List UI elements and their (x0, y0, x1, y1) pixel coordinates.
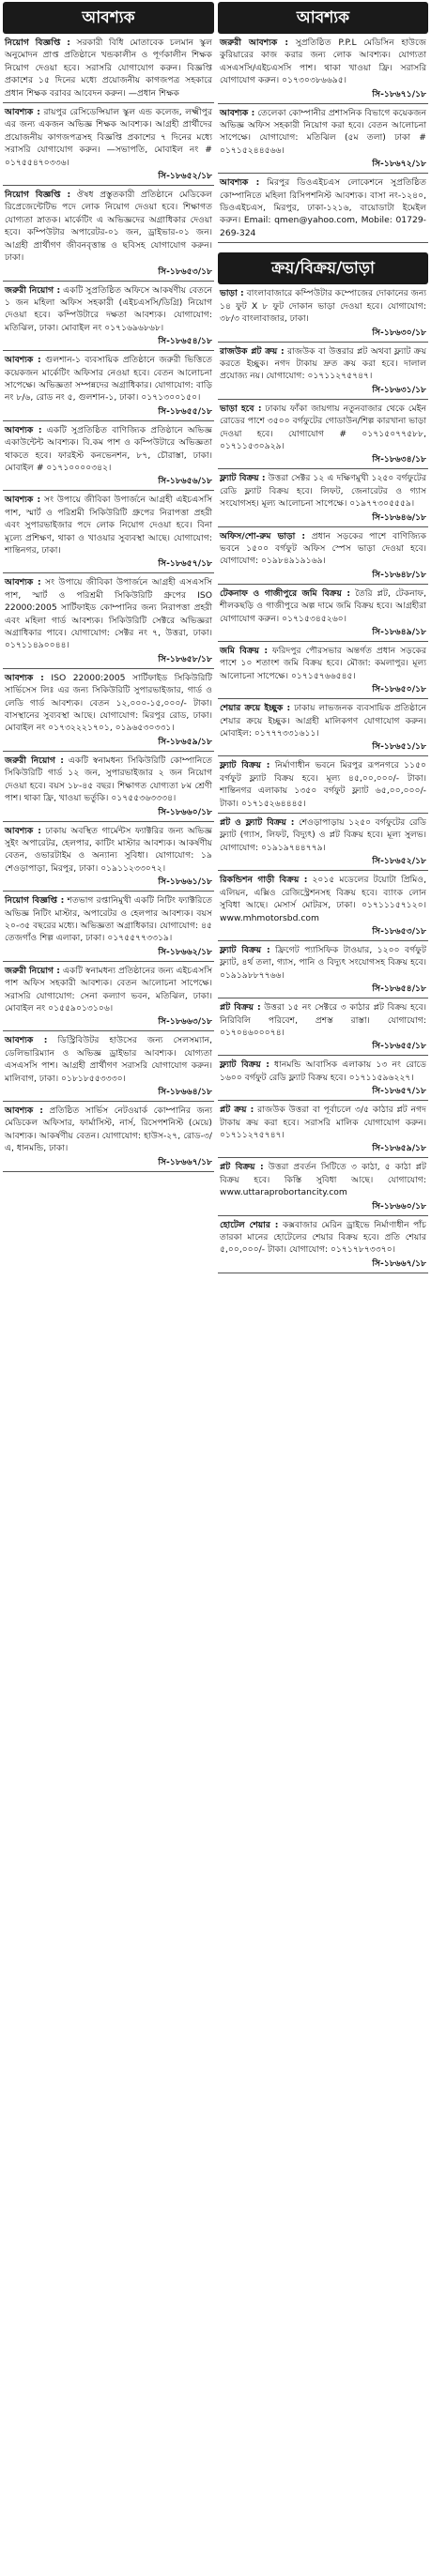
ad-reference-code: সি-১৮৬৬৩/১৮ (158, 1016, 212, 1028)
ad-body (220, 403, 426, 453)
ad-text: রাজউক বা উত্তরার প্লট অথবা ফ্ল্যাট ক্রয় করতে ইচ্ছুক। নগদ টাকায় দ্রুত ক্রয় করা হবে। দালাল প্রযোজ্য নয়। যোগাযোগ: ০১৭১১২৭৫৭৪৭। (220, 345, 426, 382)
ad-lead: আবশ্যক : (5, 424, 42, 435)
ad-body (220, 874, 426, 924)
ad-lead: আবশ্যক : (5, 1035, 48, 1046)
ad-body (220, 1104, 426, 1141)
ad-text: গুলশান-১ ব্যবসায়িক প্রতিষ্ঠানে জরুরী ভিত্তিতে কয়েকজন মার্কেটিং অফিসার নেওয়া হবে। বেতন আলোচনা সাপেক্ষে। অভিজ্ঞতা সম্পন্নদের অগ্রাধিকার। যোগাযোগ: বাড়ি নং ৮/৬, রোড নং ৫, গুলশান-১, ঢাকা। ০১৭১৩০০১৫০। (5, 355, 213, 404)
ad-text: ঔষধ প্রস্তুতকারী প্রতিষ্ঠানে মেডিকেল রিপ্রেজেন্টেটিভ পদে লোক নিয়োগ দেওয়া হবে। শিক্ষাগত যোগ্যতা স্নাতক। মার্কেটিং এ অভিজ্ঞদের অগ্রাধিকার দেওয়া হবে। কম্পিউটার অপারেটর-০১ জন, ড্রাইভার-০১ জন। আগ্রহী প্রার্থীগণ জীবনবৃত্তান্ত ও ছবিসহ যোগাযোগ করুন। ঢাকা। (5, 190, 212, 264)
ad-body (5, 189, 212, 264)
classified-ad (3, 822, 214, 892)
ad-lead: রাজউক প্লট ক্রয় : (220, 345, 285, 357)
ad-text: ২০১৫ মডেলের টয়োটা প্রিমিও, এলিয়ন, এক্সিও রেজিস্ট্রেশনসহ বিক্রয় হবে। ব্যাংক লোন সুবিধা আছে। মেসার্স মোটরস, ঢাকা। ০১৭১১১৫৭১২০। www.mhmotorsbd.com (220, 875, 426, 923)
classified-ad (3, 34, 214, 103)
ad-reference-code: সি-১৮৬৪৬/১৮ (372, 511, 426, 523)
classified-ad (218, 527, 428, 585)
ad-body (220, 530, 426, 568)
ad-body (5, 1034, 212, 1085)
left-ads-list (3, 34, 214, 1172)
ad-body (5, 106, 212, 169)
classified-ad (218, 642, 428, 699)
ad-lead: প্লট ও ফ্ল্যাট বিক্রয় : (220, 817, 295, 829)
ad-text: প্রধান সড়কের পাশে বাণিজ্যিক ভবনে ১৫০০ বর্গফুট অফিস স্পেস ভাড়া দেওয়া হবে। যোগাযোগ: ০১৯৮৪৯১৯১৬৯। (220, 530, 427, 567)
ad-body (5, 37, 212, 99)
ad-text: রাজউক উত্তরা বা পূর্বাচলে ৩/৫ কাঠার প্লট নগদ টাকায় ক্রয় করা হবে। সরাসরি মালিক যোগাযোগ করুন। ০১৭১১২৭৫৭৪৭। (220, 1105, 427, 1140)
classified-ad (218, 699, 428, 756)
ad-body (5, 894, 212, 945)
ad-lead: অফিস/শো-রুম ভাড়া : (220, 530, 306, 541)
classified-ad (3, 1102, 214, 1172)
ad-lead: ফ্ল্যাট বিক্রয় : (220, 1059, 269, 1071)
ad-reference-code: সি-১৮৬৫৯/১৮ (372, 1143, 426, 1154)
ad-text: সুপ্রতিষ্ঠিত P.P.L মেডিসিন হাউজে কুরিয়ারের কাজ করার জন্য লোক আবশ্যক। যোগ্যতা এসএসসি/এইচএসসি পাশ। থাকা খাওয়া ফ্রি। সরাসরি যোগাযোগ করুন। ০১৭৩০৩৮৬৬৯৫। (220, 38, 427, 86)
classified-ad (3, 752, 214, 822)
ad-lead: আবশ্যক : (5, 355, 41, 366)
ad-body (220, 759, 426, 810)
ad-lead: ফ্ল্যাট বিক্রয় : (220, 760, 270, 771)
ad-text: উত্তরা প্রবর্তন সিটিতে ৩ কাঠা, ৫ কাঠা প্লট বিক্রয় হবে। কিস্তি সুবিধা আছে। যোগাযোগ: www.uttaraprobortancity.com (220, 1162, 427, 1198)
ad-reference-code: সি-১৮৬৫৯/১৮ (158, 736, 212, 747)
ad-body (220, 1219, 426, 1257)
ad-text: মিরপুর ডিওএইচএস লোকেশনে সুপ্রতিষ্ঠিত কোম্পানিতে মহিলা রিসিপশনিস্ট আবশ্যক। বাসা নং-১২৪০, ডিওএইচএস, মিরপুর, ঢাকা-১২১৬, বায়োডাটা ইমেইল করুন। Email: qmen@yahoo.com, Mobile: 01729-269-324 (220, 177, 427, 238)
classified-ad (3, 892, 214, 962)
ad-reference-code: সি-১৮৬৬৭/১৮ (372, 1258, 426, 1269)
ad-reference-code: সি-১৮৬৫৪/১৮ (158, 336, 212, 347)
sale-ads-list (218, 284, 428, 1273)
ad-body (220, 37, 426, 87)
classified-ad (218, 941, 428, 998)
classified-ad (218, 104, 428, 175)
ad-reference-code: সি-১৮৬৫১/১৮ (372, 741, 426, 753)
classified-ad (218, 174, 428, 243)
ad-reference-code: সি-১৮৬৩০/১৮ (372, 327, 426, 338)
ad-lead: আবশ্যক : (5, 107, 40, 118)
classified-ad (3, 1031, 214, 1102)
ad-text: নির্মাণাধীন ভবনে মিরপুর রূপনগরে ১১৫০ বর্গফুট ফ্ল্যাট বিক্রয় হবে। মূল্য ৪৫,০০,০০০/- টাকা। শান্তিনগর এলাকায় ১৩৫০ বর্গফুট ফ্ল্যাট ৬৫,০০,০০০/- টাকা। ০১৭১৫২৬৪৪৪৫। (220, 760, 426, 809)
classified-ad (218, 34, 428, 104)
ad-reference-code: সি-১৮৬৫৭/১৮ (372, 1086, 426, 1097)
ad-lead: আবশ্যক : (5, 577, 41, 588)
ad-lead: আবশ্যক : (220, 107, 255, 118)
classified-ad (3, 669, 214, 752)
ad-text: সরকারী বিধি মোতাবেক চলমান স্কুল অনুমোদন প্রাপ্ত প্রতিষ্ঠানে খন্ডকালীন ও পূর্ণকালীন শিক্ষক নিয়োগ দেওয়া হবে। সরাসরি যোগাযোগ করুন। বিজ্ঞপ্তি প্রকাশের ১৫ দিনের মধ্যে প্রয়োজনীয় কাগজপত্র সহকারে প্রধান শিক্ষক বরাবর আবেদন করুন। —প্রধান শিক্ষক (5, 38, 212, 99)
ad-body (220, 702, 426, 739)
classified-ad (218, 585, 428, 642)
ad-text: একটি স্বনামধন্য সিকিউরিটি কোম্পানিতে সিকিউরিটি গার্ড ১২ জন, সুপারভাইজার ২ জন নিয়োগ দেওয়া হবে। বয়স ১৮-৪৫ বছর। শিক্ষাগত যোগ্যতা ৮ম শ্রেণী পাশ। থাকা ফ্রি, খাওয়া ভর্তুকি। ০১৭৫৫৩৬৩৩৩৪। (5, 755, 212, 804)
section-header-abosshok: আবশ্যক (3, 2, 214, 34)
ad-lead: টেকনাফ ও গাজীপুরে জমি বিক্রয় : (220, 587, 351, 599)
ad-lead: প্লট বিক্রয় : (220, 1162, 264, 1173)
ad-body (220, 1161, 426, 1198)
ad-lead: জরুরী নিয়োগ : (5, 755, 64, 766)
ad-text: কক্সবাজার মেরিন ড্রাইভে নির্মাণাধীন পাঁচ তারকা মানের হোটেলের শেয়ার বিক্রয় হবে। প্রতি শেয়ার ৫,০০,০০০/- টাকা। যোগাযোগ: ০১৭১৭৮৭৩৩৭০। (220, 1219, 426, 1256)
ad-body (220, 472, 426, 510)
ad-reference-code: সি-১৮৬৩১/১৮ (372, 384, 426, 395)
ad-text: ফরিদপুর পৌরসভার অন্তর্গত প্রধান সড়কের পাশে ১০ শতাংশ জমি বিক্রয় হবে। মৌজা: কমলাপুর। মূল্য আলোচনা সাপেক্ষে। ০১৭১৫৭৬৬৫৪৫। (220, 646, 427, 681)
ad-reference-code: সি-১৮৬৫২/১৮ (158, 171, 212, 182)
ad-reference-code: সি-১৮৬৪৯/১৮ (372, 627, 426, 637)
ad-reference-code: সি-১৮৬৬১/১৮ (158, 876, 212, 888)
ad-body (220, 1059, 426, 1084)
ad-lead: জরুরী নিয়োগ : (5, 965, 60, 976)
classified-ad (218, 1216, 428, 1273)
ad-text: শতভাগ রপ্তানিমুখী একটি নিটিং ফ্যাক্টরিতে অভিজ্ঞ নিটিং মাস্টার, অপারেটর ও হেলপার আবশ্যক। বয়স ২০-৩৫ বছরের মধ্যে। অভিজ্ঞতা অগ্রাধিকার। যোগাযোগ: ৪৫ তেজগাঁও শিল্প এলাকা, ঢাকা। ০১৭৫৫৭৭৩৩১৯। (5, 895, 212, 944)
ad-text: ঢাকায় অবস্থিত গার্মেন্টস ফ্যাক্টরির জন্য অভিজ্ঞ সুইং অপারেটর, হেলপার, কাটিং মাস্টার আবশ্যক। আকর্ষণীয় বেতন, ওভারটাইম ও অন্যান্য সুবিধা। যোগাযোগ: ১৯ শেওড়াপাড়া, মিরপুর, ঢাকা। ০১৯১১২৩৩০৭২। (5, 825, 213, 874)
ad-lead: রিকন্ডিশন গাড়ী বিক্রয় : (220, 875, 308, 886)
ad-body (5, 825, 212, 876)
classified-ad (218, 469, 428, 526)
ad-text: তৈরি প্লট, টেকনাফ, শীলকছড়ি ও গাজীপুরে অল্প দামে জমি বিক্রয় হবে। আগ্রহীরা যোগাযোগ করুন। ০১৭১৫৩৪৫২৬০। (220, 587, 427, 624)
ad-body (220, 944, 426, 982)
ad-lead: নিয়োগ বিজ্ঞপ্তি : (5, 190, 71, 201)
ad-reference-code: সি-১৮৬৩৪/১৮ (372, 454, 426, 465)
classified-ad (218, 998, 428, 1056)
ad-reference-code: সি-১৮৬৫০/১৮ (372, 684, 426, 695)
right-ads-list (218, 34, 428, 243)
ad-reference-code: সি-১৮৬৪৮/১৮ (372, 569, 426, 580)
ad-reference-code: সি-১৮৬৬০/১৮ (158, 806, 212, 817)
classified-ad (218, 1056, 428, 1101)
ad-reference-code: সি-১৮৬৫৪/১৮ (372, 983, 426, 995)
classified-ad (218, 1101, 428, 1158)
ad-lead: ভাড়া : (220, 288, 244, 299)
ad-lead: ভাড়া হবে : (220, 403, 262, 414)
classified-ad (218, 284, 428, 342)
classified-ad (3, 421, 214, 492)
ad-lead: নিয়োগ বিজ্ঞপ্তি : (5, 895, 65, 907)
ad-text: শেওড়াপাড়ায় ১২৫০ বর্গফুটের রেডি ফ্ল্যাট (গ্যাস, লিফট, বিদ্যুৎ) ও প্লট বিক্রয় হবে। মূল্য সুলভ। যোগাযোগ: ০১৯১৯৭৪৪৭৭৯। (220, 817, 427, 853)
ad-body (5, 494, 212, 556)
ad-text: উত্তরা ১৫ নং সেক্টরে ৩ কাঠার প্লট বিক্রয় হবে। নিরিবিলি পরিবেশ, প্রশস্ত রাস্তা। যোগাযোগ: ০১৭০৪৬০০০৭৪। (220, 1002, 426, 1038)
ad-text: সং উপায়ে জীবিকা উপার্জনে আগ্রহী এইচএসসি পাশ, স্মার্ট ও পরিশ্রমী সিকিউরিটি গ্রুপের নিরাপত্তা প্রহরী এবং সুপারভাইজার পদে লোক নিয়োগ দেওয়া হবে। বিনা মূল্যে প্রশিক্ষণ, থাকা ও খাওয়ার সুব্যবস্থা আছে। যোগাযোগ: শান্তিনগর, ঢাকা। (5, 495, 213, 556)
ad-reference-code: সি-১৮৬৬২/১৮ (158, 946, 212, 957)
ad-text: উত্তরা সেক্টর ১২ এ দক্ষিণমুখী ১২৫০ বর্গফুটের রেডি ফ্ল্যাট বিক্রয় হবে। লিফট, জেনারেটর ও গ্যাস সংযোগসহ। মূল্য আলোচনা সাপেক্ষে। ০১৯৭৭৩০৫৫৫৯। (220, 473, 426, 510)
ad-reference-code: সি-১৮৬৫৫/১৮ (158, 405, 212, 417)
ad-body (220, 176, 426, 239)
classified-ad (3, 491, 214, 573)
classified-ad (3, 103, 214, 186)
ad-body (220, 345, 426, 383)
ad-lead: আবশ্যক : (5, 825, 41, 836)
ad-text: একটি সুপ্রতিষ্ঠিত অফিসে আকর্ষণীয় বেতনে ১ জন মহিলা অফিস সহকারী (এইচএসসি/ডিগ্রি) নিয়োগ দেওয়া হবে। কম্পিউটারে দক্ষতা আবশ্যক। যোগাযোগ: মতিঝিল, ঢাকা। মোবাইল নং ০১৭১৬৯৬৮৬৮। (5, 284, 213, 333)
ad-lead: জরুরী আবশ্যক : (220, 38, 288, 48)
ad-text: বাংলাবাজারে কম্পিউটার কম্পোজের দোকানের জন্য ১৪ ফুট X ৮ ফুট দোকান ভাড়া দেওয়া হবে। যোগাযোগ: ৩৮/৩ বাংলাবাজার, ঢাকা। (220, 288, 427, 325)
ad-lead: আবশ্যক : (5, 495, 41, 506)
ad-body (5, 284, 212, 335)
classified-ad (3, 351, 214, 421)
section-header-abosshok-right: আবশ্যক (218, 2, 428, 34)
ad-lead: আবশ্যক : (5, 672, 44, 683)
ad-text: তেলেকা কোম্পানীর প্রশাসনিক বিভাগে কয়েকজন অভিজ্ঞ অফিস সহকারী নিয়োগ করা হবে। বেতন আলোচনা সাপেক্ষে। যোগাযোগ: মতিঝিল (৫ম তলা) ঢাকা # ০১৭১৫২৪৪৫৬৬। (220, 107, 427, 156)
ad-body (5, 755, 212, 805)
classified-ad (218, 871, 428, 941)
classified-ad (218, 1158, 428, 1215)
ad-body (220, 587, 426, 625)
ad-text: সং উপায়ে জীবিকা উপার্জনে আগ্রহী এসএসসি পাশ, স্মার্ট ও পরিশ্রমী সিকিউরিটি গ্রুপের ISO 22000:2005 সার্টিফাইড কোম্পানির জন্য নিরাপত্তা প্রহরী এবং মহিলা গার্ড আবশ্যক। সিকিউরিটি সেক্টরে অভিজ্ঞরা অগ্রাধিকার পাবে। যোগাযোগ: সেক্টর নং ৭, উত্তরা, ঢাকা। ০১৭১১৪৯০০৪৪। (5, 577, 212, 651)
right-column (218, 0, 428, 1273)
ad-body (220, 816, 426, 854)
ad-body (5, 354, 212, 404)
ad-text: রায়পুর রেসিডেন্সিয়াল স্কুল এন্ড কলেজ, লক্ষ্মীপুর এর জন্য একজন অভিজ্ঞ শিক্ষক আবশ্যক। আগ্রহী প্রার্থীদের প্রয়োজনীয় কাগজপত্রসহ বিজ্ঞপ্তি প্রকাশের ৭ দিনের মধ্যে সরাসরি যোগাযোগ করুন। —সভাপতি, মোবাইল নং # ০১৭৫৫৪৭০৩৩৬। (5, 107, 212, 168)
ad-reference-code: সি-১৮৬৬৭/১৮ (158, 1156, 212, 1167)
ad-lead: ফ্ল্যাট বিক্রয় : (220, 944, 270, 955)
ad-lead: প্লট ক্রয় : (220, 1105, 254, 1116)
ad-body (5, 1105, 212, 1155)
left-column (3, 0, 214, 1172)
ad-body (220, 107, 426, 158)
ad-body (5, 576, 212, 651)
ad-lead: নিয়োগ বিজ্ঞপ্তি : (5, 38, 70, 48)
classified-ad (3, 186, 214, 281)
classified-ad (218, 400, 428, 470)
ad-text: ফ্রিগেট প্যাসিফিক টাওয়ার, ১২০০ বর্গফুট ফ্ল্যাট, ৪র্থ তলা, গ্যাস, পানি ও বিদ্যুৎ সংযোগসহ বিক্রয় হবে। ০১৯১৯৮৮৭৭৬৬। (220, 944, 426, 981)
ad-reference-code: সি-১৮৬৭১/১৮ (372, 88, 426, 99)
ad-text: একটি স্বনামধন্য প্রতিষ্ঠানের জন্য এইচএসসি পাশ অফিস সহকারী আবশ্যক। বেতন আলোচনা সাপেক্ষে। সরাসরি যোগাযোগ: সেনা কল্যাণ ভবন, মতিঝিল, ঢাকা। মোবাইল নং ০১৫৫৯০১৩১০৬। (5, 965, 213, 1014)
ad-body (220, 1001, 426, 1039)
ad-body (5, 672, 212, 735)
classified-ad (218, 814, 428, 871)
ad-lead: জমি বিক্রয় : (220, 646, 269, 656)
ad-text: প্রতিষ্ঠিত সার্ভিস নেটওয়ার্ক কোম্পানির জন্য মেডিকেল অফিসার, ফার্মাসিস্ট, নার্স, রিসেপশনিস্ট (মেয়ে) আবশ্যক। আকর্ষণীয় বেতন। যোগাযোগ: হাউস-২৭, রোড-৩/এ, ধানমন্ডি, ঢাকা। (5, 1105, 212, 1154)
classified-ad (3, 573, 214, 668)
ad-reference-code: সি-১৮৬৭২/১৮ (372, 159, 426, 170)
ad-lead: জরুরী নিয়োগ : (5, 284, 61, 296)
ad-body (220, 287, 426, 325)
classified-ad (218, 343, 428, 400)
ad-reference-code: সি-১৮৬৫৮/১৮ (158, 653, 212, 664)
ad-reference-code: সি-১৮৬৫৩/১৮ (158, 266, 212, 277)
ad-text: ডিস্ট্রিবিউটর হাউসের জন্য সেলসম্যান, ডেলিভারিম্যান ও অভিজ্ঞ ড্রাইভার আবশ্যক। যোগ্যতা এসএসসি পাশ। আগ্রহী প্রার্থীগণ সরাসরি যোগাযোগ করুন। মালিবাগ, ঢাকা। ০১৮১৮৫৫৩৩৩০। (5, 1035, 212, 1084)
ad-reference-code: সি-১৮৬৬৪/১৮ (158, 1087, 212, 1097)
ad-text: ISO 22000:2005 সার্টিফাইড সিকিউরিটি সার্ভিসেস লিঃ এর জন্য সিকিউরিটি সুপারভাইজার, গার্ড ও লেডি গার্ড আবশ্যক। বেতন ১২,০০০-১৫,০০০/- টাকা। বাসস্থানের সুব্যবস্থা আছে। যোগাযোগ: মিরপুর রোড, ঢাকা। মোবাইল নং ০১৭৩২২২১৭০১, ০১৯৬৫৩০৩৩১। (5, 672, 213, 734)
ad-lead: আবশ্যক : (5, 1105, 43, 1116)
classified-ad (3, 962, 214, 1032)
ad-body (220, 645, 426, 682)
ad-lead: শেয়ার ক্রয়ে ইচ্ছুক : (220, 703, 291, 714)
ad-text: ঢাকায় লাভজনক ব্যবসায়িক প্রতিষ্ঠানে শেয়ার ক্রয়ে ইচ্ছুক। আগ্রহী মালিকগণ যোগাযোগ করুন। মোবাইল: ০১৭৭৭৩৩১৬১১। (220, 703, 426, 739)
ad-text: ঢাকায় ফাঁকা জায়গায় নতুনবাজার থেকে মেইন রোডের পাশে ৩৫০০ বর্গফুটের গোডাউন/শিল্প কারখানা ভাড়া দেওয়া হবে। যোগাযোগ # ০১৭১৫০৭৭৫৮৮, ০১৭১১৫৩০৯২৯। (220, 403, 427, 451)
ad-text: একটি সুপ্রতিষ্ঠিত বাণিজ্যিক প্রতিষ্ঠানে অভিজ্ঞ একাউন্টেন্ট আবশ্যক। বি.কম পাশ ও কম্পিউটারে অভিজ্ঞতা থাকতে হবে। ফারইস্ট কনভেনশন, ৮৭, চৌরাস্তা, ঢাকা। মোবাইল # ০১৭১০০০০৩৪২। (5, 424, 213, 473)
ad-body (5, 965, 212, 1015)
classified-ad (3, 282, 214, 352)
ad-lead: প্লট বিক্রয় : (220, 1002, 261, 1014)
section-header-buy-sell-rent: ক্রয়/বিক্রয়/ভাড়া (218, 252, 428, 284)
ad-reference-code: সি-১৮৬৫৬/১৮ (158, 476, 212, 487)
ad-reference-code: সি-১৮৬৬০/১৮ (372, 1200, 426, 1212)
ad-reference-code: সি-১৮৬৫২/১৮ (372, 856, 426, 867)
classified-ad (218, 756, 428, 814)
ad-reference-code: সি-১৮৬৫৫/১৮ (372, 1041, 426, 1052)
ad-lead: ফ্ল্যাট বিক্রয় : (220, 473, 266, 484)
ad-lead: হোটেল শেয়ার : (220, 1219, 279, 1230)
ad-reference-code: সি-১৮৬৫৭/১৮ (158, 558, 212, 570)
ad-body (5, 424, 212, 475)
ad-reference-code: সি-১৮৬৫৩/১৮ (372, 925, 426, 937)
ad-text: ধানমন্ডি আবাসিক এলাকায় ১৩ নং রোডে ১৬০০ বর্গফুট রেডি ফ্ল্যাট বিক্রয় হবে। ০১৭১১৫৯৬২২৭। (220, 1059, 426, 1083)
ad-lead: আবশ্যক : (220, 177, 260, 189)
